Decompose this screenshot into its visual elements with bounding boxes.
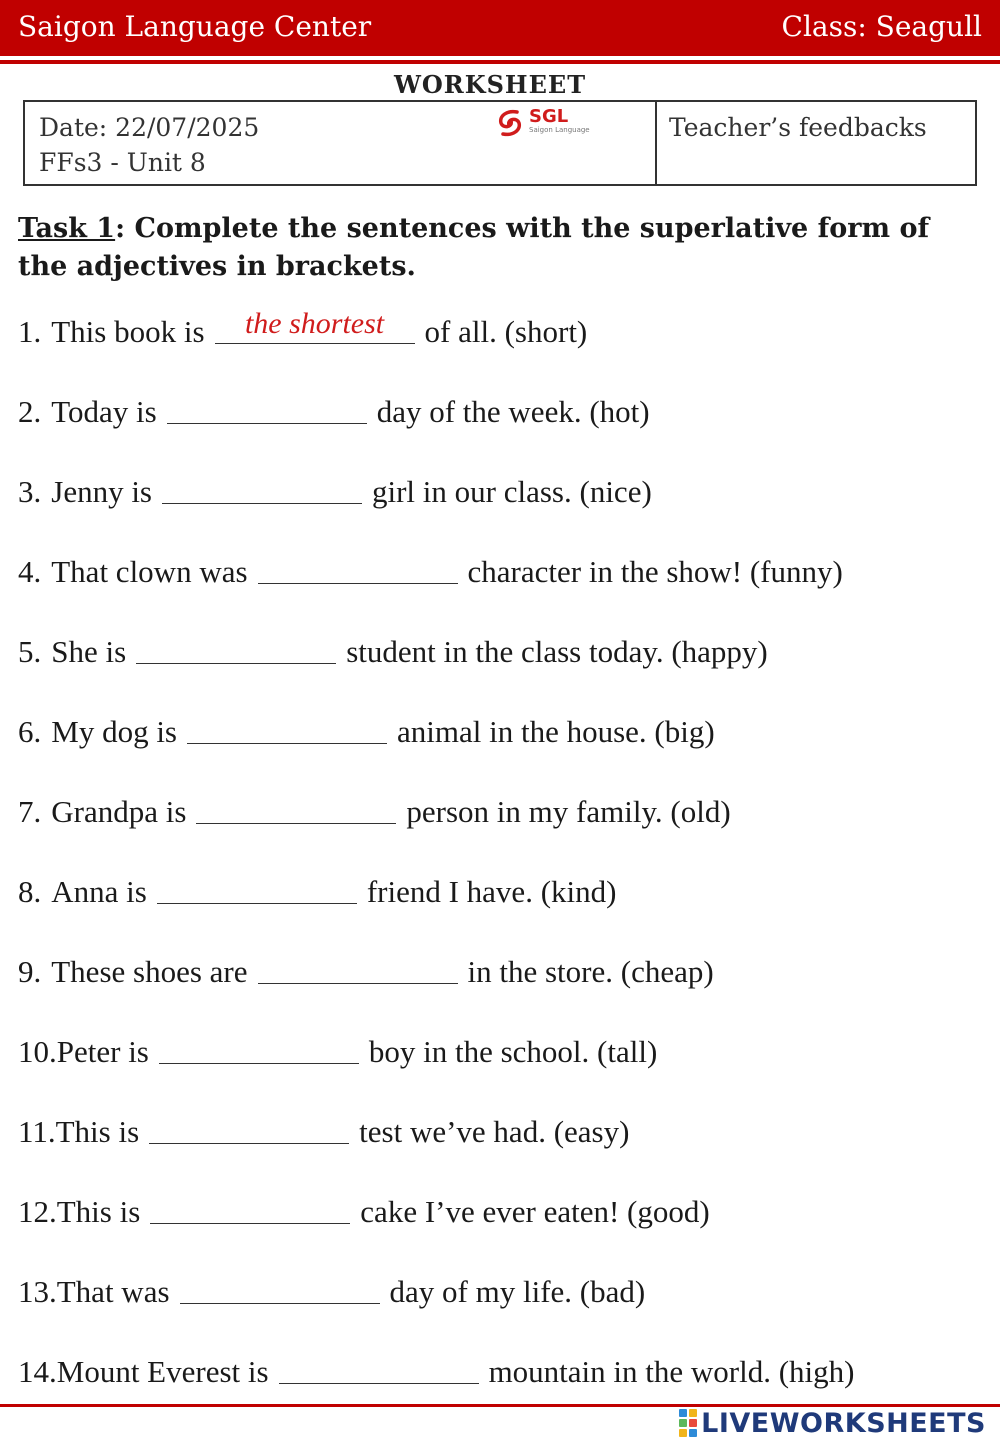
sgl-logo xyxy=(495,108,590,138)
sentence-end: test we’ve had. (easy) xyxy=(359,1114,630,1149)
answer-blank[interactable] xyxy=(279,1348,479,1384)
class-label: Class: Seagull xyxy=(781,9,982,43)
answer-blank[interactable] xyxy=(150,1188,350,1224)
sentence-end: girl in our class. (nice) xyxy=(372,474,652,509)
exercise-item xyxy=(18,1266,645,1310)
info-box xyxy=(23,100,977,186)
answer-text: the shortest xyxy=(244,307,385,340)
header-bar xyxy=(0,0,1000,56)
sentence-end: person in my family. (old) xyxy=(406,794,731,829)
header-divider xyxy=(0,60,1000,64)
task-text: : Complete the sentences with the superlative form of the adjectives in brackets. xyxy=(18,213,930,282)
info-left-cell xyxy=(25,102,657,184)
item-number: 1. xyxy=(18,314,42,349)
item-number: 2. xyxy=(18,394,42,429)
center-name: Saigon Language Center xyxy=(18,9,372,43)
sentence-start: Today is xyxy=(51,394,157,429)
sentence-start: That clown was xyxy=(51,554,248,589)
sentence-start: This is xyxy=(56,1194,141,1229)
sentence-end: in the store. (cheap) xyxy=(467,954,714,989)
sentence-start: Jenny is xyxy=(51,474,152,509)
item-number: 4. xyxy=(18,554,42,589)
exercise-item xyxy=(18,546,843,590)
sentence-start: My dog is xyxy=(51,714,177,749)
sentence-end: boy in the school. (tall) xyxy=(368,1034,658,1069)
answer-blank[interactable] xyxy=(180,1268,380,1304)
worksheet-title: WORKSHEET xyxy=(393,70,587,99)
sentence-start: This is xyxy=(55,1114,140,1149)
liveworksheets-brand: LIVEWORKSHEETS xyxy=(701,1407,986,1439)
item-number: 8. xyxy=(18,874,42,909)
liveworksheets-logo xyxy=(679,1406,986,1440)
logo-subtitle: Saigon Language xyxy=(529,126,590,134)
sentence-end: day of my life. (bad) xyxy=(389,1274,646,1309)
item-number: 11. xyxy=(18,1114,56,1149)
sentence-end: animal in the house. (big) xyxy=(397,714,715,749)
sentence-end: mountain in the world. (high) xyxy=(488,1354,855,1389)
answer-blank[interactable] xyxy=(167,388,367,424)
sentence-end: day of the week. (hot) xyxy=(376,394,650,429)
exercise-item xyxy=(18,866,616,910)
answer-blank[interactable] xyxy=(157,868,357,904)
answer-blank[interactable] xyxy=(215,308,415,344)
answer-blank[interactable] xyxy=(159,1028,359,1064)
sentence-start: Grandpa is xyxy=(51,794,187,829)
unit-label: FFs3 - Unit 8 xyxy=(39,148,206,177)
exercise-item xyxy=(18,1186,710,1230)
liveworksheets-logo-icon xyxy=(679,1409,697,1437)
sentence-end: of all. (short) xyxy=(424,314,588,349)
answer-blank[interactable] xyxy=(187,708,387,744)
exercise-item xyxy=(18,626,768,670)
item-number: 3. xyxy=(18,474,42,509)
sentence-end: cake I’ve ever eaten! (good) xyxy=(360,1194,710,1229)
date-label: Date: 22/07/2025 xyxy=(39,113,260,142)
item-number: 12. xyxy=(18,1194,57,1229)
exercise-item xyxy=(18,946,714,990)
item-number: 14. xyxy=(18,1354,57,1389)
sentence-start: Mount Everest is xyxy=(56,1354,269,1389)
sentence-start: That was xyxy=(56,1274,170,1309)
sentence-start: Peter is xyxy=(56,1034,149,1069)
item-number: 9. xyxy=(18,954,42,989)
exercise-item xyxy=(18,706,715,750)
answer-blank[interactable] xyxy=(136,628,336,664)
exercise-item xyxy=(18,1106,629,1150)
exercise-item xyxy=(18,786,731,830)
exercise-item xyxy=(18,1346,854,1390)
feedback-label: Teacher’s feedbacks xyxy=(669,113,927,142)
sentence-end: student in the class today. (happy) xyxy=(346,634,768,669)
answer-blank[interactable] xyxy=(258,948,458,984)
sentence-start: Anna is xyxy=(51,874,147,909)
item-number: 10. xyxy=(18,1034,57,1069)
exercise-item xyxy=(18,386,650,430)
answer-blank[interactable] xyxy=(258,548,458,584)
sentence-end: character in the show! (funny) xyxy=(467,554,843,589)
answer-blank[interactable] xyxy=(162,468,362,504)
answer-blank[interactable] xyxy=(196,788,396,824)
item-number: 6. xyxy=(18,714,42,749)
teacher-feedback-cell xyxy=(657,102,975,184)
item-number: 7. xyxy=(18,794,42,829)
exercise-item xyxy=(18,306,587,350)
exercise-item xyxy=(18,466,652,510)
sentence-start: This book is xyxy=(51,314,205,349)
item-number: 5. xyxy=(18,634,42,669)
exercise-item xyxy=(18,1026,657,1070)
item-number: 13. xyxy=(18,1274,57,1309)
answer-blank[interactable] xyxy=(149,1108,349,1144)
logo-brand: SGL xyxy=(529,106,569,127)
sgl-swirl-icon xyxy=(495,108,525,138)
sentence-end: friend I have. (kind) xyxy=(366,874,617,909)
task-instruction xyxy=(18,210,982,286)
sentence-start: These shoes are xyxy=(51,954,248,989)
sentence-start: She is xyxy=(51,634,127,669)
task-label: Task 1 xyxy=(18,213,116,244)
